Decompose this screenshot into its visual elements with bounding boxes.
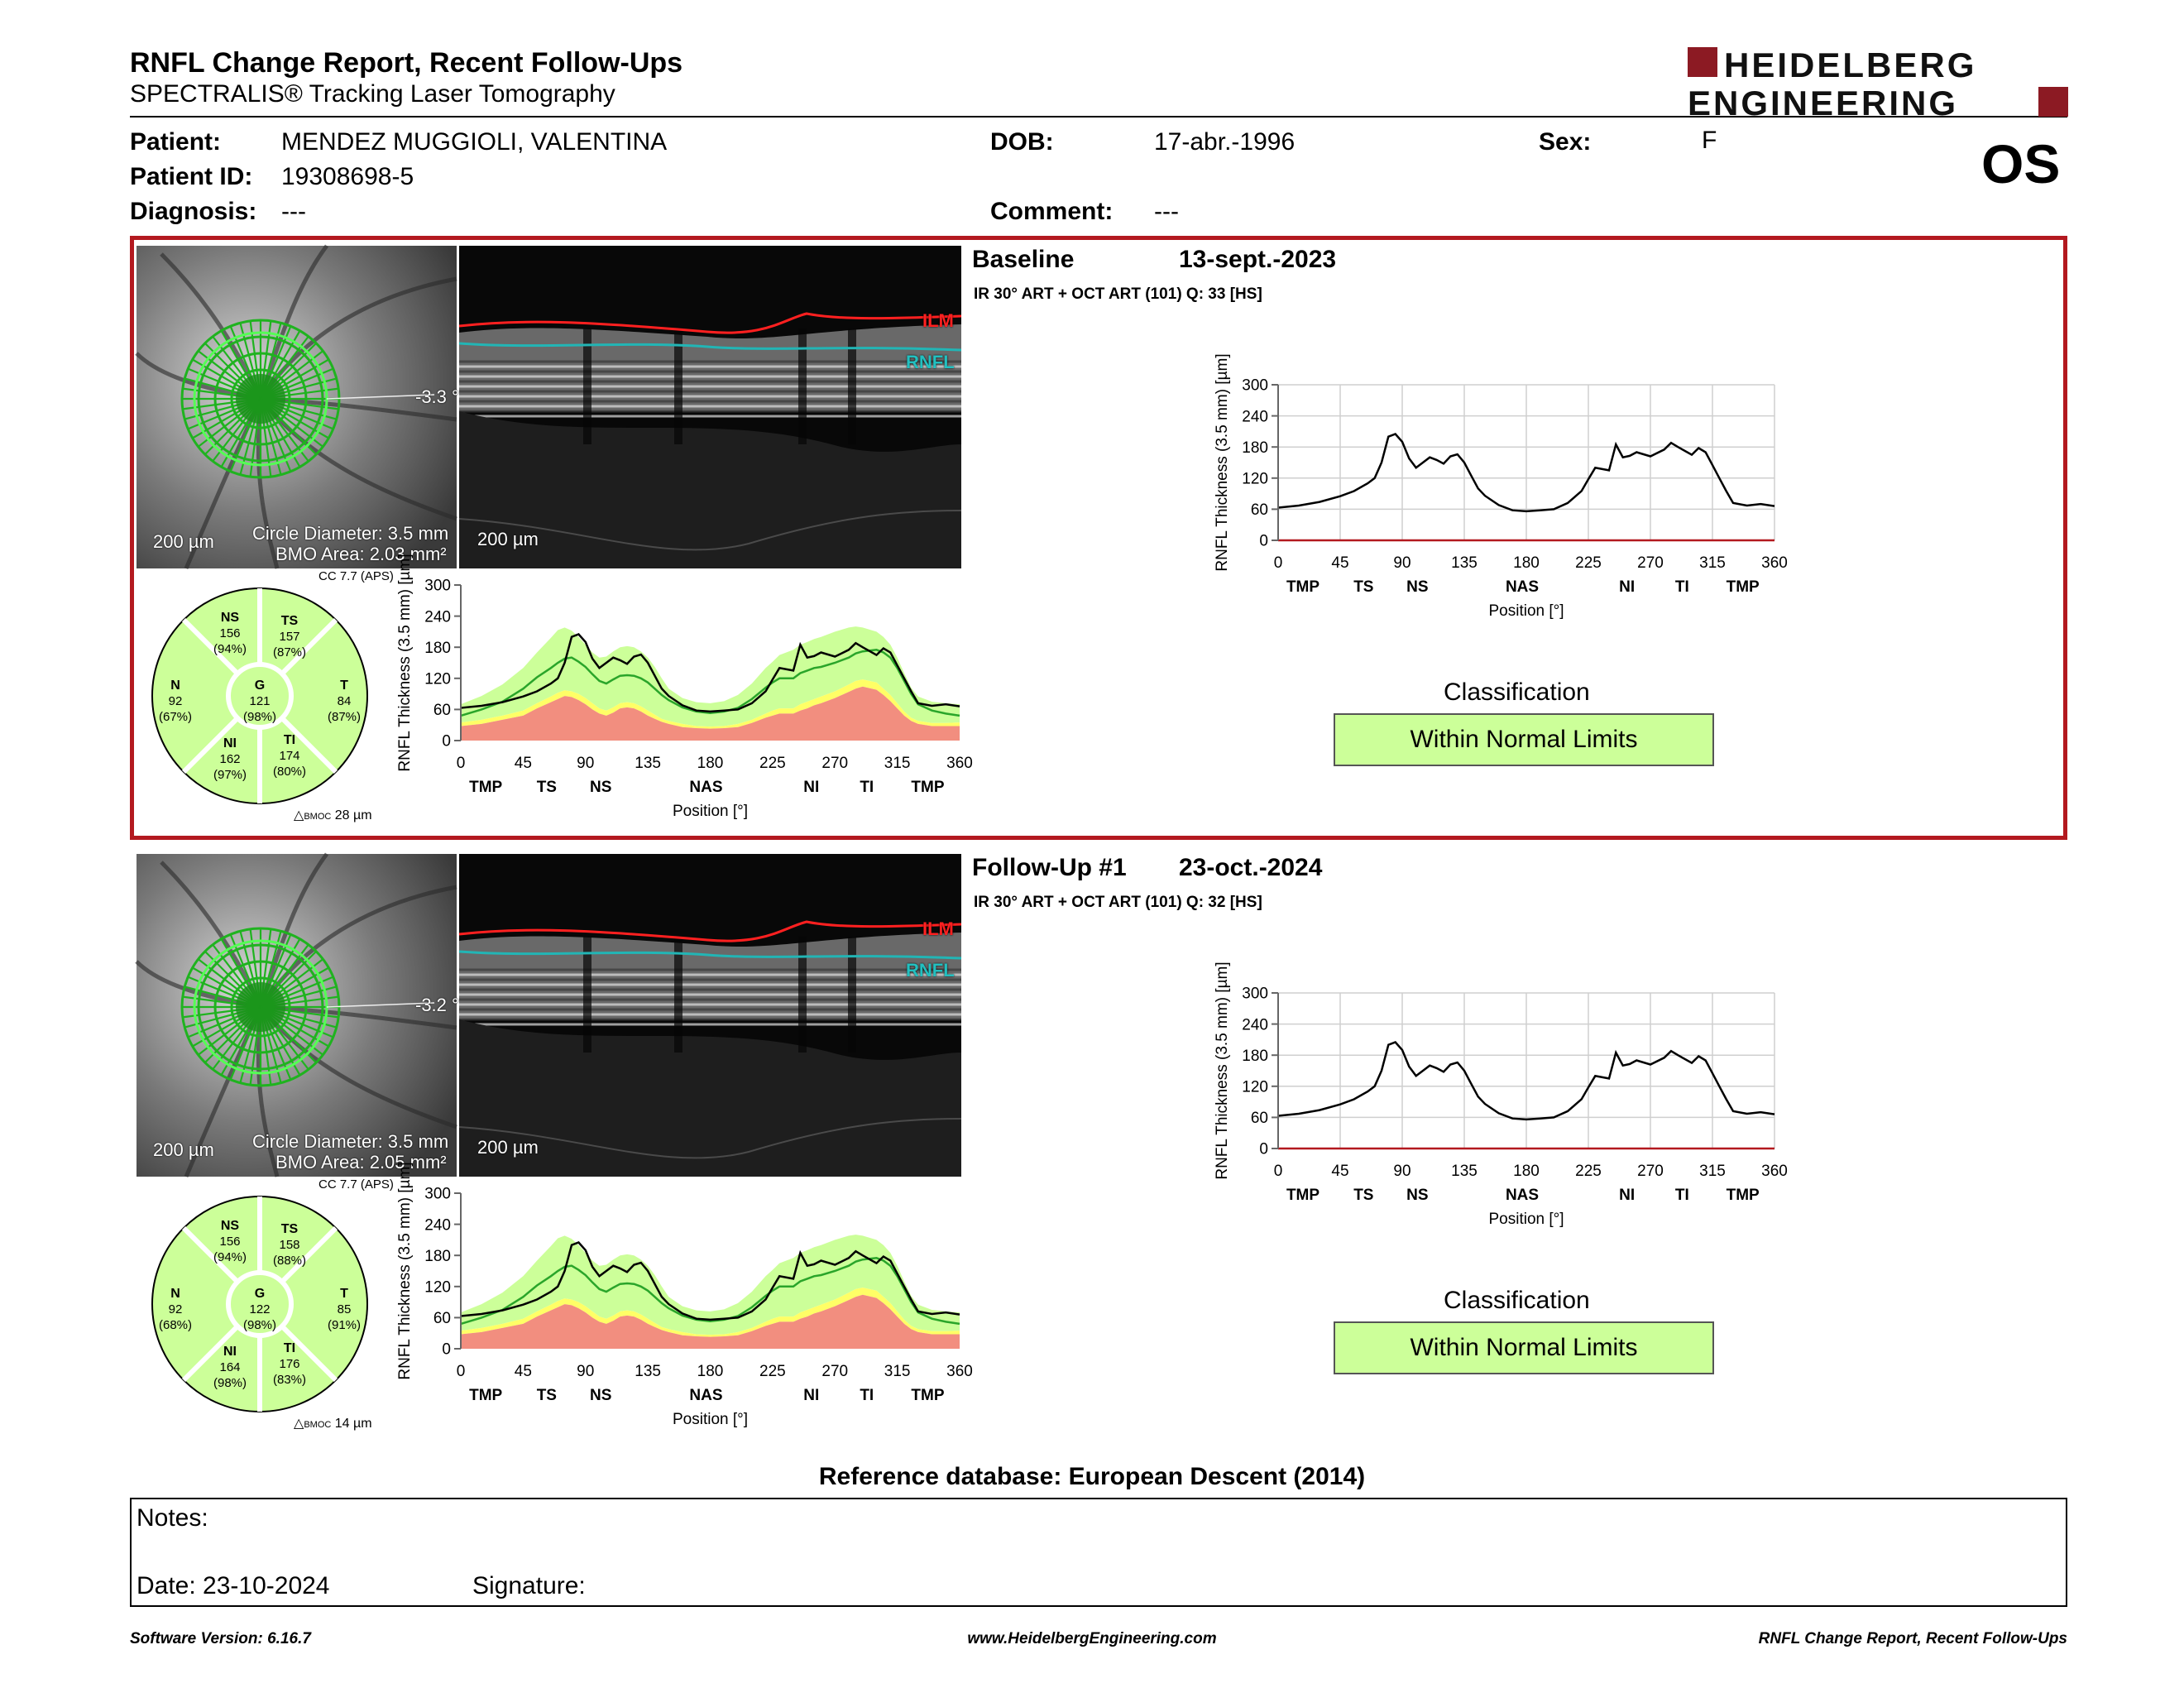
sector-ti-value: 174 [279,749,300,763]
x-tick-label: 270 [1637,554,1664,572]
sector-axis-label: TS [536,779,557,796]
sector-axis-label: TI [860,1387,874,1404]
sector-axis-label: NI [803,779,820,796]
y-tick-label: 120 [1242,470,1268,488]
sector-axis-label: TMP [469,779,503,796]
sector-axis-label: NI [803,1387,820,1404]
y-tick-label: 0 [442,732,451,750]
bscan-scale: 200 µm [477,529,539,549]
sector-axis-label: NS [589,779,612,796]
website-link[interactable]: www.HeidelbergEngineering.com [967,1630,1217,1647]
sex-label: Sex: [1539,128,1592,156]
sector-axis-label: TS [1353,578,1374,596]
x-tick-label: 225 [759,1363,786,1380]
x-tick-label: 315 [884,755,911,772]
sector-ts-label: TS [280,1222,299,1236]
fundus-scale: 200 µm [153,531,214,552]
x-tick-label: 0 [456,755,466,772]
notes-label: Notes: [136,1504,208,1532]
x-tick-label: 225 [1575,1163,1602,1180]
dob-value: 17-abr.-1996 [1154,128,1296,156]
sector-ts-percent: (88%) [272,1254,307,1268]
x-axis-title: Position [°] [672,803,749,820]
bmoc-indicator: △BMOC 14 µm [294,1417,372,1431]
measured-chart [1191,353,1788,631]
sector-axis-label: TS [536,1387,557,1404]
date-field: Date: 23-10-2024 [136,1572,330,1599]
patient-label: Patient: [130,128,222,156]
y-tick-label: 120 [424,670,451,688]
sector-axis-label: NAS [689,779,723,796]
x-tick-label: 360 [946,1363,973,1380]
scan-circle-pattern [182,928,339,1086]
thickness-chart [396,554,973,820]
bmoc-indicator: △BMOC 28 µm [294,808,372,822]
x-tick-label: 0 [1273,554,1283,572]
x-tick-label: 135 [1451,554,1478,572]
sector-ns-percent: (94%) [213,642,247,656]
patient-id: 19308698-5 [281,163,414,190]
classification-label: Classification [1444,1287,1590,1314]
report-title: RNFL Change Report, Recent Follow-Ups [130,47,683,79]
reference-database: Reference database: European Descent (2014) [818,1463,1366,1490]
sector-g-label: G [254,679,266,693]
y-tick-label: 120 [1242,1078,1268,1096]
classification-result: Within Normal Limits [1334,1321,1714,1374]
y-tick-label: 180 [1242,439,1268,457]
sector-g-label: G [254,1287,266,1301]
sector-ni-percent: (97%) [213,768,247,782]
sector-ts-value: 157 [279,630,300,644]
notes-box[interactable] [130,1498,2067,1607]
y-tick-label: 300 [1242,985,1268,1003]
sector-diagram [152,588,367,803]
sector-ns-percent: (94%) [213,1250,247,1264]
y-axis-title: RNFL Thickness (3.5 mm) [µm] [396,554,414,772]
acquisition-info: IR 30° ART + OCT ART (101) Q: 32 [HS] [974,894,1262,911]
thickness-chart [1214,961,1788,1228]
sector-t-value: 84 [337,694,352,708]
heidelberg-logo [1688,46,2068,120]
y-tick-label: 240 [1242,1016,1268,1034]
sector-axis-label: TI [1674,1187,1689,1204]
sector-n-percent: (68%) [158,1318,193,1332]
x-axis-title: Position [°] [1488,602,1564,620]
exam-date: 23-oct.-2024 [1179,854,1323,881]
y-tick-label: 180 [424,1247,451,1265]
vessel-shadow [848,328,856,444]
sector-axis-label: NS [1406,578,1429,596]
sector-axis-label: TMP [1286,578,1320,596]
sector-axis-label: TI [860,779,874,796]
x-tick-label: 360 [946,755,973,772]
y-tick-label: 300 [1242,376,1268,395]
x-tick-label: 45 [1331,1163,1349,1180]
sector-ts-percent: (87%) [272,645,307,659]
exam-date: 13-sept.-2023 [1179,246,1337,273]
sector-ni-value: 164 [219,1360,241,1374]
bmoc-prefix: BMOC [304,812,332,822]
x-tick-label: 315 [884,1363,911,1380]
x-tick-label: 180 [1513,554,1540,572]
patient-name: MENDEZ MUGGIOLI, VALENTINA [281,128,668,156]
sector-axis-label: NAS [1505,1187,1540,1204]
y-tick-label: 120 [424,1278,451,1297]
y-tick-label: 0 [442,1340,451,1359]
x-tick-label: 90 [577,1363,595,1380]
classification-result: Within Normal Limits [1334,713,1714,766]
y-axis-title: RNFL Thickness (3.5 mm) [µm] [1214,961,1231,1180]
sector-g-value: 121 [249,694,271,708]
circle-diameter: Circle Diameter: 3.5 mm [252,1131,449,1152]
x-tick-label: 315 [1699,1163,1726,1180]
x-tick-label: 90 [1393,1163,1411,1180]
y-tick-label: 300 [424,577,451,595]
x-tick-label: 45 [514,1363,532,1380]
sector-t-label: T [340,679,348,693]
tilt-angle: -3.2 ° [415,995,459,1015]
sector-ti-percent: (80%) [272,765,307,779]
x-tick-label: 180 [1513,1163,1540,1180]
exam-label: Baseline [972,246,1075,273]
sector-axis-label: NI [1619,578,1636,596]
sector-ni-percent: (98%) [213,1376,247,1390]
bmoc-prefix: BMOC [304,1420,332,1430]
logo-line1: HEIDELBERG [1724,46,1977,84]
sector-t-percent: (87%) [327,710,362,724]
y-axis-title: RNFL Thickness (3.5 mm) [µm] [1214,353,1231,572]
x-tick-label: 225 [1575,554,1602,572]
y-tick-label: 60 [433,1310,451,1328]
sector-ti-value: 176 [279,1357,300,1371]
normative-chart [381,1162,973,1431]
circle-diameter: Circle Diameter: 3.5 mm [252,523,449,544]
signature-field[interactable]: Signature: [472,1572,586,1599]
sector-n-label: N [170,679,180,693]
sector-axis-label: TS [1353,1187,1374,1204]
comment-value: --- [1154,198,1179,225]
x-axis-title: Position [°] [672,1411,749,1428]
oct-bscan-image [459,246,961,568]
x-tick-label: 270 [821,755,849,772]
sector-axis-label: NS [589,1387,612,1404]
tilt-angle: -3.3 ° [415,386,459,407]
rnfl-label: RNFL [906,960,955,981]
sector-axis-label: TMP [1726,578,1760,596]
x-tick-label: 0 [1273,1163,1283,1180]
sector-diagram-host [132,1190,389,1430]
sector-ni-value: 162 [219,752,241,766]
y-tick-label: 240 [424,608,451,626]
bmo-area: BMO Area: 2.03 mm² [275,544,447,564]
rnfl-label: RNFL [906,352,955,372]
vessel-shadow [798,328,807,444]
classification-label: Classification [1444,679,1590,706]
x-tick-label: 180 [697,755,724,772]
ilm-label: ILM [922,310,954,331]
x-tick-label: 360 [1761,554,1788,572]
scan-circle-pattern [182,320,339,477]
bmo-area: BMO Area: 2.05 mm² [275,1152,447,1172]
patient-id-label: Patient ID: [130,163,253,190]
y-tick-label: 60 [433,702,451,720]
sector-diagram-host [132,582,389,822]
exam-label: Follow-Up #1 [972,854,1127,881]
sector-diagram [152,1196,367,1412]
eye-indicator: OS [1981,133,2061,194]
sector-ti-label: TI [283,1341,296,1355]
fundus-image [136,854,457,1177]
sector-axis-label: TMP [1286,1187,1320,1204]
sector-axis-label: TI [1674,578,1689,596]
sector-g-percent: (98%) [242,1318,277,1332]
y-tick-label: 0 [1259,1140,1268,1158]
sector-g-value: 122 [249,1302,271,1316]
sector-n-percent: (67%) [158,710,193,724]
y-tick-label: 180 [424,639,451,657]
sector-t-value: 85 [337,1302,352,1316]
y-tick-label: 240 [424,1216,451,1235]
cc-value: CC 7.7 (APS) [318,1177,394,1192]
thickness-chart [1214,353,1788,620]
x-tick-label: 135 [1451,1163,1478,1180]
sector-ns-value: 156 [219,626,241,640]
x-tick-label: 180 [697,1363,724,1380]
bmoc-value: 14 µm [334,1417,372,1431]
software-version: Software Version: 6.16.7 [130,1630,311,1647]
sector-ns-value: 156 [219,1235,241,1249]
sector-n-label: N [170,1287,180,1301]
logo-line2: ENGINEERING [1688,84,1959,122]
footer-report-name: RNFL Change Report, Recent Follow-Ups [1758,1630,2067,1647]
x-tick-label: 45 [1331,554,1349,572]
cc-value: CC 7.7 (APS) [318,569,394,583]
sector-ti-percent: (83%) [272,1373,307,1387]
x-tick-label: 135 [635,755,661,772]
sector-n-value: 92 [168,694,183,708]
x-tick-label: 315 [1699,554,1726,572]
sector-ti-label: TI [283,733,296,747]
measured-chart [1191,961,1788,1240]
sector-axis-label: TMP [911,1387,945,1404]
sector-axis-label: NAS [1505,578,1540,596]
diagnosis-label: Diagnosis: [130,198,257,225]
sector-axis-label: TMP [1726,1187,1760,1204]
x-tick-label: 0 [456,1363,466,1380]
y-tick-label: 180 [1242,1047,1268,1065]
y-tick-label: 60 [1250,1110,1268,1128]
sector-axis-label: NI [1619,1187,1636,1204]
diagnosis-value: --- [281,198,306,225]
y-tick-label: 0 [1259,532,1268,550]
y-axis-title: RNFL Thickness (3.5 mm) [µm] [396,1162,414,1380]
report-subtitle: SPECTRALIS® Tracking Laser Tomography [130,80,615,108]
x-tick-label: 135 [635,1363,661,1380]
fundus-scale: 200 µm [153,1139,214,1160]
x-tick-label: 270 [821,1363,849,1380]
sector-t-percent: (91%) [327,1318,362,1332]
vessel-shadow [848,937,856,1053]
acquisition-info: IR 30° ART + OCT ART (101) Q: 33 [HS] [974,285,1262,303]
ilm-label: ILM [922,918,954,939]
sector-ts-value: 158 [279,1238,300,1252]
oct-bscan-image [459,854,961,1177]
thickness-chart [396,1162,973,1428]
sector-ni-label: NI [223,736,237,750]
bscan-scale: 200 µm [477,1137,539,1158]
x-tick-label: 360 [1761,1163,1788,1180]
sector-axis-label: TMP [911,779,945,796]
sector-axis-label: NS [1406,1187,1429,1204]
y-tick-label: 300 [424,1185,451,1203]
sector-axis-label: TMP [469,1387,503,1404]
sector-t-label: T [340,1287,348,1301]
sex-value: F [1702,127,1717,154]
sector-ns-label: NS [220,1219,240,1233]
x-tick-label: 225 [759,755,786,772]
vessel-shadow [798,937,807,1053]
x-axis-title: Position [°] [1488,1211,1564,1228]
normative-chart [381,554,973,823]
y-tick-label: 240 [1242,408,1268,426]
sector-n-value: 92 [168,1302,183,1316]
x-tick-label: 90 [577,755,595,772]
x-tick-label: 45 [514,755,532,772]
x-tick-label: 90 [1393,554,1411,572]
sector-axis-label: NAS [689,1387,723,1404]
sector-ns-label: NS [220,611,240,625]
x-tick-label: 270 [1637,1163,1664,1180]
dob-label: DOB: [990,128,1054,156]
fundus-image [136,246,457,568]
sector-ni-label: NI [223,1345,237,1359]
sector-ts-label: TS [280,614,299,628]
y-tick-label: 60 [1250,501,1268,520]
sector-g-percent: (98%) [242,710,277,724]
comment-label: Comment: [990,198,1114,225]
bmoc-value: 28 µm [334,808,372,822]
